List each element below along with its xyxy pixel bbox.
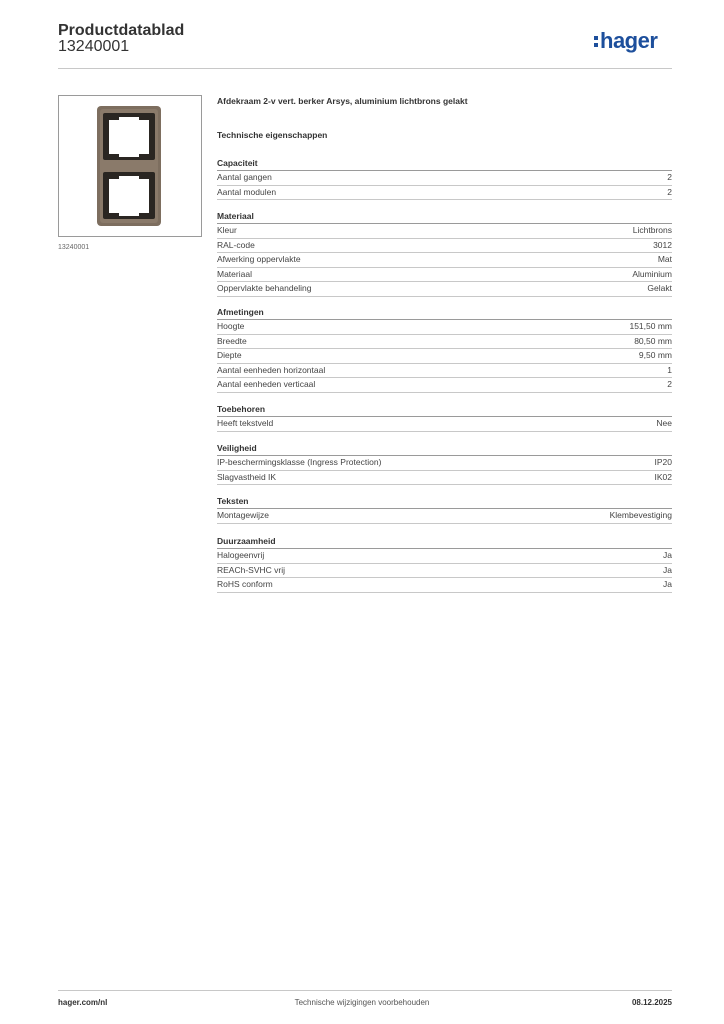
product-image — [59, 96, 201, 236]
product-image-frame — [58, 95, 202, 237]
spec-row — [217, 578, 672, 593]
section-title: Afmetingen — [217, 305, 672, 320]
spec-label: Materiaal — [217, 268, 252, 279]
page-title: Productdatablad — [58, 22, 185, 39]
hager-logo — [592, 26, 676, 56]
spec-row — [217, 509, 672, 524]
spec-value: Klembevestiging — [609, 510, 672, 520]
section-title: Capaciteit — [217, 156, 672, 171]
spec-row — [217, 378, 672, 393]
header-divider — [58, 68, 672, 69]
section-title: Veiligheid — [217, 441, 672, 456]
spec-label: Slagvastheid IK — [217, 471, 277, 482]
spec-row — [217, 549, 672, 564]
spec-row — [217, 268, 672, 283]
spec-row — [217, 253, 672, 268]
spec-label: Aantal eenheden horizontaal — [217, 364, 326, 375]
spec-row — [217, 349, 672, 364]
spec-row — [217, 224, 672, 239]
spec-value: 9,50 mm — [638, 350, 672, 360]
spec-row — [217, 239, 672, 254]
spec-row — [217, 417, 672, 432]
spec-section — [217, 156, 672, 200]
spec-row — [217, 471, 672, 486]
section-title: Duurzaamheid — [217, 534, 672, 549]
spec-value: 1 — [667, 364, 672, 375]
spec-label: Aantal gangen — [217, 172, 272, 182]
spec-value: Ja — [663, 564, 672, 575]
spec-row — [217, 335, 672, 350]
spec-row — [217, 364, 672, 379]
spec-value: 80,50 mm — [634, 335, 672, 346]
spec-label: RAL-code — [217, 239, 255, 250]
product-description: Afdekraam 2-v vert. berker Arsys, aluminium lichtbrons gelakt — [217, 96, 468, 106]
spec-value: Ja — [663, 579, 672, 589]
spec-value: Mat — [657, 254, 672, 264]
spec-section — [217, 494, 672, 524]
spec-row — [217, 186, 672, 201]
spec-section — [217, 441, 672, 485]
spec-label: RoHS conform — [217, 579, 273, 589]
spec-value: Aluminium — [632, 268, 672, 279]
spec-label: Heeft tekstveld — [217, 418, 274, 428]
spec-value: Gelakt — [647, 283, 672, 293]
spec-value: 2 — [667, 379, 672, 389]
tech-properties-heading: Technische eigenschappen — [217, 130, 328, 140]
spec-section — [217, 209, 672, 297]
spec-label: REACh-SVHC vrij — [217, 564, 286, 575]
spec-label: Montagewijze — [217, 510, 269, 520]
logo-text: hager — [600, 28, 658, 53]
spec-row — [217, 456, 672, 471]
logo-dot-top — [594, 36, 598, 40]
spec-row — [217, 564, 672, 579]
spec-label: Diepte — [217, 350, 242, 360]
spec-label: Oppervlakte behandeling — [217, 283, 312, 293]
spec-value: 3012 — [653, 239, 672, 250]
spec-label: Breedte — [217, 335, 247, 346]
footer-date: 08.12.2025 — [631, 998, 672, 1007]
logo-dot-bottom — [594, 43, 598, 47]
image-caption: 13240001 — [58, 244, 90, 251]
spec-section — [217, 534, 672, 593]
spec-label: Kleur — [217, 225, 237, 235]
spec-label: Halogeenvrij — [217, 550, 265, 560]
spec-value: IK02 — [654, 471, 672, 482]
section-title: Teksten — [217, 494, 672, 509]
spec-value: Lichtbrons — [632, 225, 672, 235]
spec-row — [217, 320, 672, 335]
section-title: Materiaal — [217, 209, 672, 224]
article-number: 13240001 — [58, 38, 130, 55]
footer-website-link[interactable]: hager.com/nl — [58, 998, 108, 1007]
spec-label: Afwerking oppervlakte — [217, 254, 301, 264]
footer-note: Technische wijzigingen voorbehouden — [294, 998, 430, 1007]
spec-label: Hoogte — [217, 321, 245, 331]
spec-value: 151,50 mm — [629, 321, 672, 331]
spec-value: Nee — [656, 418, 672, 428]
spec-section — [217, 305, 672, 393]
spec-row — [217, 171, 672, 186]
spec-value: IP20 — [654, 457, 672, 467]
spec-value: Ja — [663, 550, 672, 560]
footer-divider — [58, 990, 672, 991]
section-title: Toebehoren — [217, 402, 672, 417]
spec-label: Aantal modulen — [217, 186, 277, 197]
spec-label: Aantal eenheden verticaal — [217, 379, 316, 389]
spec-section — [217, 402, 672, 432]
spec-row — [217, 282, 672, 297]
spec-label: IP-beschermingsklasse (Ingress Protection) — [217, 457, 382, 467]
spec-value: 2 — [667, 186, 672, 197]
spec-value: 2 — [667, 172, 672, 182]
